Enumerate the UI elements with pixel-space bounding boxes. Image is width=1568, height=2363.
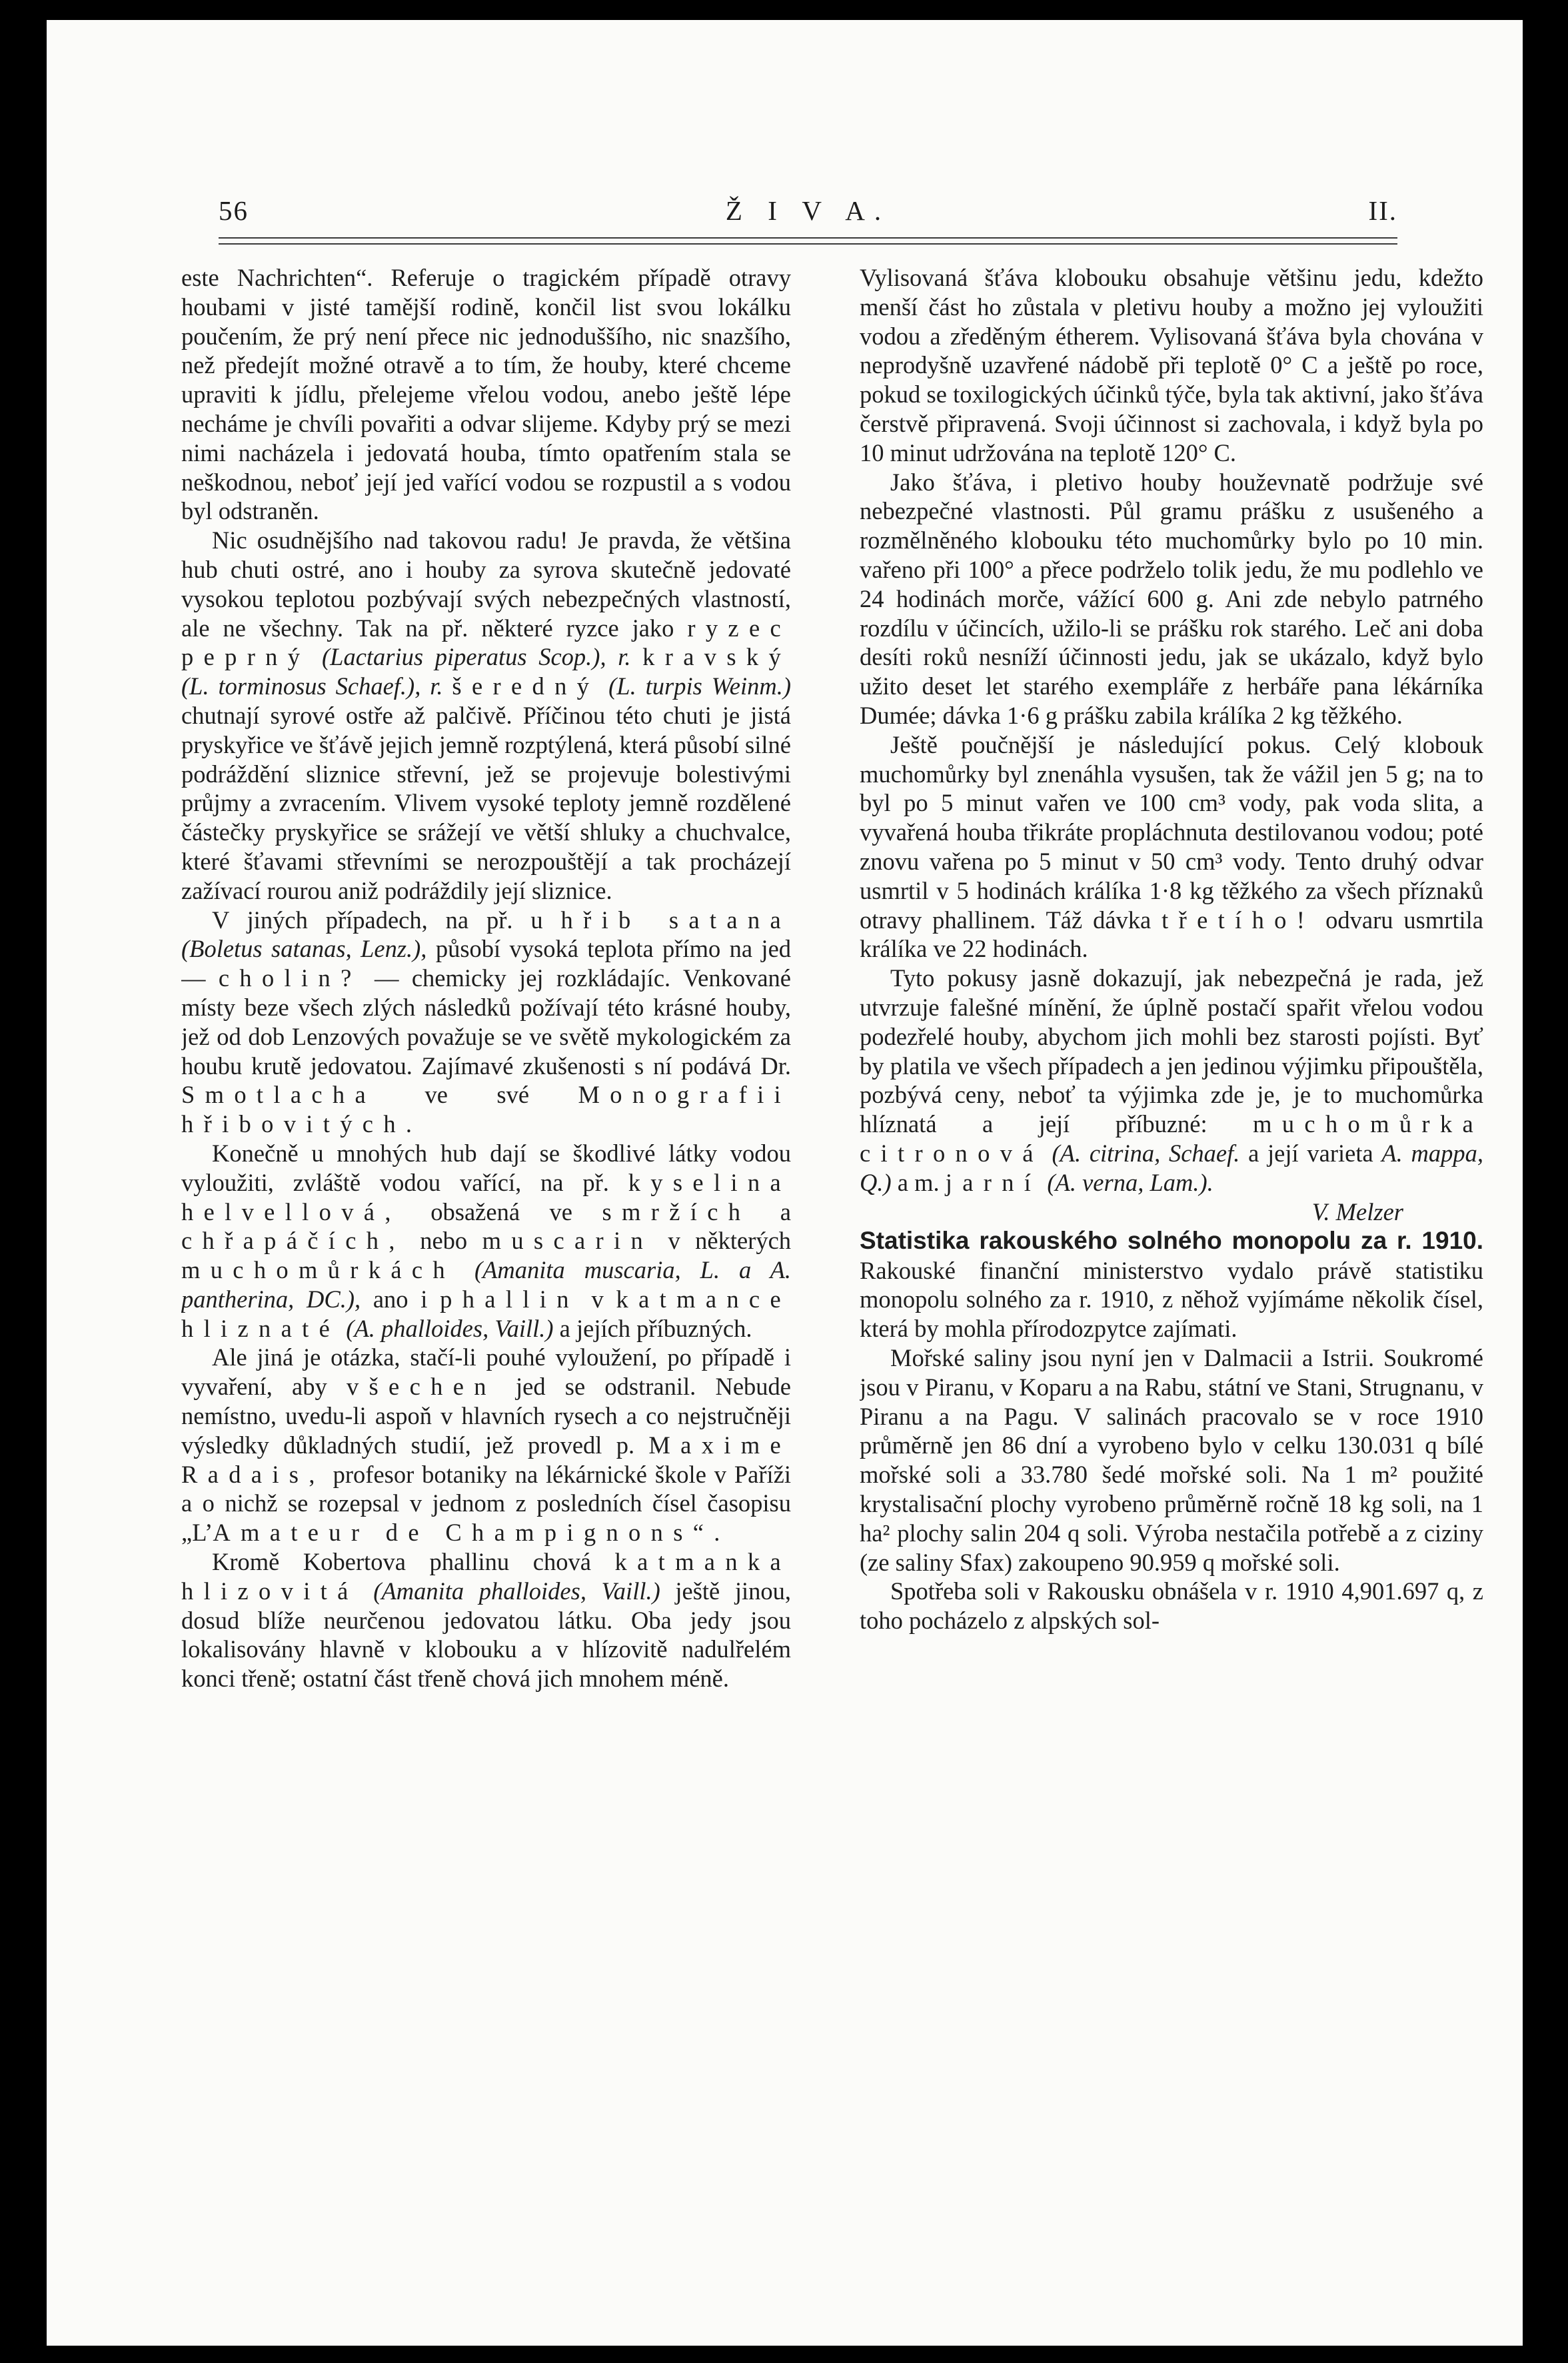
paragraph: Jako šťáva, i pletivo houby houževnatě podržuje své nebezpečné vlastnosti. Půl gramu prášku z usušeného a rozmělněného klobouku této muchomůrky bylo po 10 min. vařeno při 100° a přece podrželo tolik jedu, že mu podlehlo ve 24 hodinách morče, vážící 600 g. Ani zde nebylo patrného rozdílu v účincích, užilo-li se prášku rok starého. Leč ani doba desíti roků nesníží účinnosti jedu, jak se ukázalo, když bylo užito deset let starého exempláře z herbáře pana lékárníka Dumée; dávka 1·6 g prášku zabila králíka 2 kg těžkého.: [860, 468, 1483, 729]
paragraph: Ale jiná je otázka, stačí-li pouhé vyloužení, po případě i vyvaření, aby všechen jed se odstranil. Nebude nemístno, uvedu-li aspoň v hlavních rysech a co nejstručněji výsledky důkladných studií, jež provedl p. Maxime Radais, profesor botaniky na lékárnické škole v Paříži a o nichž se rozepsal v jednom z posledních čísel časopisu „L’Amateur de Champignons“.: [181, 1343, 791, 1547]
paragraph: Mořské saliny jsou nyní jen v Dalmacii a Istrii. Soukromé jsou v Piranu, v Koparu a na Rabu, státní ve Stani, Strugnanu, v Piranu a na Pagu. V salinách pracovalo se v roce 1910 průměrně jen 86 dní a vyrobeno bylo v celku 130.031 q bílé mořské soli a 33.780 šedé mořské soli. Na 1 m² použité krystalisační plochy vyrobeno průměrně ročně 18 kg soli, na 1 ha² plochy salin 204 q soli. Výroba nestačila potřebě a z ciziny (ze saliny Sfax) zakoupeno 90.959 q mořské soli.: [860, 1344, 1483, 1576]
paragraph: Tyto pokusy jasně dokazují, jak nebezpečná je rada, jež utvrzuje falešné mínění, že úplně postačí spařit vřelou vodou podezřelé houby, abychom jich mohli bez starosti pojísti. Byť by platila ve všech případech a jen jedinou výjimku připouštěla, pozbývá ceny, neboť ta výjimka zde je, je to muchomůrka hlíznatá a její příbuzné: muchomůrka citronová (A. citrina, Schaef. a její varieta A. mappa, Q.) a m. jarní (A. verna, Lam.).: [860, 964, 1483, 1196]
paragraph: Konečně u mnohých hub dají se škodlivé látky vodou vyloužiti, zvláště vodou vařící, na př. kyselina helvellová, obsažená ve smržích a chřapáčích, nebo muscarin v některých muchomůrkách (Amanita muscaria, L. a A. pantherina, DC.), ano i phallin v katmance hliznaté (A. phalloides, Vaill.) a jejích příbuzných.: [181, 1139, 791, 1342]
volume-number: II.: [1368, 195, 1397, 226]
running-header: [219, 195, 1397, 235]
paragraph: V jiných případech, na př. u hřib satana (Boletus satanas, Lenz.), působí vysoká teplota přímo na jed — cholin? — chemicky jej rozkládajíc. Venkované místy beze všech zlých následků požívají této krásné houby, jež od dob Lenzových považuje se ve světě mykologickém za houbu krutě jedovatou. Zajímavé zkušenosti s ní podává Dr. Smotlacha ve své Monografii hřibovitých.: [181, 906, 791, 1138]
paragraph: Vylisovaná šťáva klobouku obsahuje většinu jedu, kdežto menší část ho zůstala v pletivu houby a možno jej vyloužiti vodou a zředěným étherem. Vylisovaná šťáva byla chována v neprodyšně uzavřené nádobě při teplotě 0° C a ještě po roce, pokud se toxilogických účinků týče, byla tak aktivní, jako šťáva čerstvě připravená. Svoji účinnost si zachovala, i když byla po 10 minut udržována na teplotě 120° C.: [860, 264, 1483, 466]
author-signature: V. Melzer: [1311, 1197, 1403, 1225]
header-rule-bottom: [219, 243, 1397, 245]
scanned-page: [47, 20, 1523, 2346]
section-paragraph: Statistika rakouského solného monopolu za r. 1910. Rakouské finanční ministerstvo vydalo právě statistiku monopolu solného za r. 1910, z něhož vyjímáme několik čísel, která by mohla přírodozpytce zajímati.: [860, 1227, 1483, 1343]
paragraph: Spotřeba soli v Rakousku obnášela v r. 1910 4,901.697 q, z toho pocházelo z alpských sol-: [860, 1577, 1483, 1635]
right-column: [860, 263, 1483, 2209]
paragraph: Ještě poučnější je následující pokus. Celý klobouk muchomůrky byl znenáhla vysušen, tak že vážil jen 5 g; na to byl po 5 minut vařen ve 100 cm³ vody, pak voda slita, a vyvařená houba třikráte propláchnuta destilovanou vodou; poté znovu vařena po 5 minut v 50 cm³ vody. Tento druhý odvar usmrtil v 5 hodinách králíka 1·8 kg těžkého za všech příznaků otravy phallinem. Táž dávka třetího! odvaru usmrtila králíka ve 22 hodinách.: [860, 730, 1483, 963]
page-number: 56: [219, 195, 249, 226]
section-heading: Statistika rakouského solného monopolu za r. 1910.: [860, 1227, 1483, 1255]
paragraph: este Nachrichten“. Referuje o tragickém případě otravy houbami v jisté tamější rodině, končil list svou lokálku poučením, že prý není přece nic jednoduššího, nic snazšího, než předejít možné otravě a to tím, že houby, které chceme upraviti k jídlu, přelejeme vřelou vodou, anebo ještě lépe necháme je chvíli povařiti a odvar slijeme. Kdyby prý se mezi nimi nacházela i jedovatá houba, tímto opatřením stala se neškodnou, neboť její jed vařící vodou se rozpustil a s vodou byl odstraněn.: [181, 264, 791, 525]
paragraph: Nic osudnějšího nad takovou radu! Je pravda, že většina hub chuti ostré, ano i houby za syrova skutečně jedovaté vysokou teplotou pozbývají svých nebezpečných vlastností, ale ne všechny. Tak na př. některé ryzce jako ryzec peprný (Lactarius piperatus Scop.), r. kravský (L. torminosus Schaef.), r. šeredný (L. turpis Weinm.) chutnají syrové ostře až palčivě. Příčinou této chuti je jistá pryskyřice ve šťávě jejich jemně rozptýlená, která působí silné podráždění sliznice střevní, jež se projevuje bolestivými průjmy a zvracením. Vlivem vysoké teploty jemně rozdělené částečky pryskyřice se srážejí ve větší shluky a chuchvalce, které šťavami střevními se nerozpouštějí a tak procházejí zažívací rourou aniž podráždily její sliznice.: [181, 526, 791, 904]
left-column: [181, 263, 791, 2209]
paragraph: Kromě Kobertova phallinu chová katmanka hlizovitá (Amanita phalloides, Vaill.) ještě jinou, dosud blíže neurčenou jedovatou látku. Oba jedy jsou lokalisovány hlavně v klobouku a v hlízovitě nadulřelém konci třeně; ostatní část třeně chová jich mnohem méně.: [181, 1548, 791, 1693]
header-rule-top: [219, 237, 1397, 239]
journal-title: Ž I V A.: [725, 195, 891, 226]
